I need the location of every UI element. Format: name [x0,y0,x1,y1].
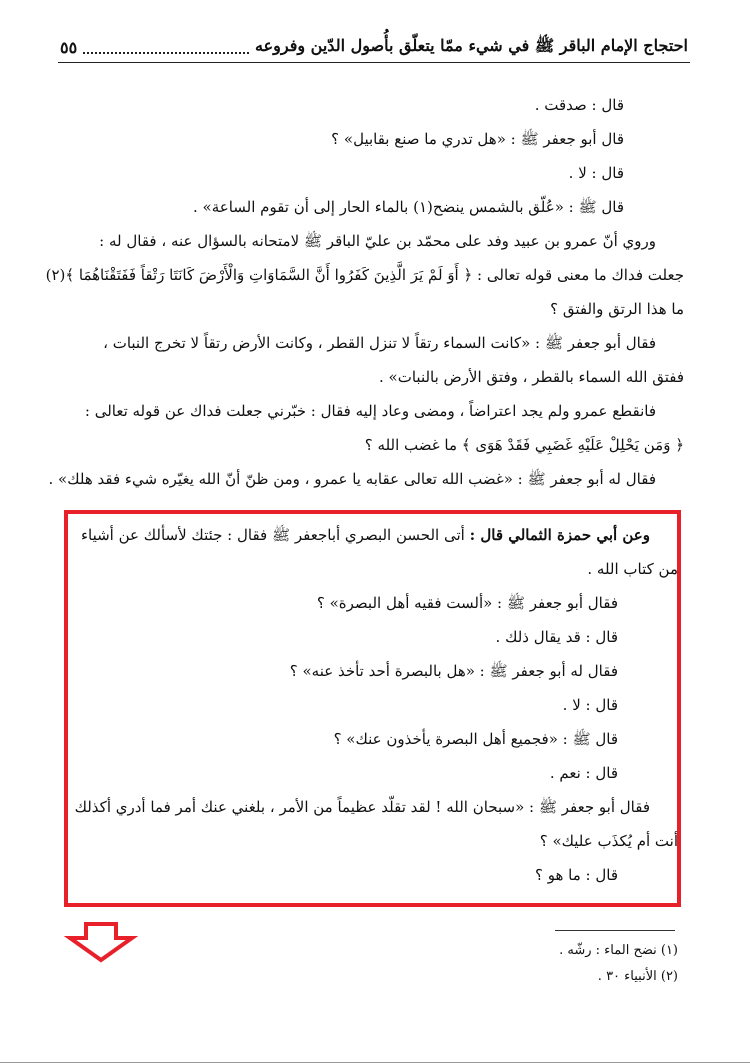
line-text: قال أبو جعفر ﷺ : «هل تدري ما صنع بقابيل» ؟ [331,130,624,148]
body-line [64,190,684,224]
line-text: فقال أبو جعفر ﷺ : «ألست فقيه أهل البصرة» ؟ [316,594,618,612]
line-text: ﴿ وَمَن يَحْلِلْ عَلَيْهِ غَضَبِي فَقَدْ هَوَى ﴾ ما غضب الله ؟ [364,436,684,454]
body-line [64,88,684,122]
boxed-line [72,790,678,824]
narrator-lead: وعن أبي حمزة الثمالي قال : [469,526,650,544]
line-text: وروي أنّ عمرو بن عبيد وفد على محمّد بن عليّ الباقر ﷺ لامتحانه بالسؤال عنه ، فقال له : [99,232,656,250]
body-line [64,428,684,462]
boxed-line [72,620,678,654]
body-text [45,88,684,496]
line-text: أتى الحسن البصري أباجعفر ﷺ فقال : جئتك لأسألك عن أشياء [80,526,470,544]
body-line [48,462,684,496]
body-line [64,326,684,360]
line-text: فقال له أبو جعفر ﷺ : «غضب الله تعالى عقابه يا عمرو ، ومن ظنّ أنّ الله يغيّره شيء فقد هلك» . [48,470,656,488]
line-text: ففتق الله السماء بالقطر ، وفتق الأرض بالنبات» . [379,368,684,386]
line-text: فقال أبو جعفر ﷺ : «كانت السماء رتقاً لا تنزل القطر ، وكانت الأرض رتقاً لا تخرج النبات ، [103,334,656,352]
body-line [64,394,684,428]
boxed-line [72,688,678,722]
page-header [60,32,688,62]
body-line [64,292,684,326]
highlighted-passage [72,518,678,892]
body-line [64,224,684,258]
line-text: فقال له أبو جعفر ﷺ : «هل بالبصرة أحد تأخذ عنه» ؟ [289,662,618,680]
line-text: ما هذا الرتق والفتق ؟ [550,300,684,318]
line-text: قال : لا . [562,696,618,714]
header-title: احتجاج الإمام الباقر ﷺ في شيء ممّا يتعلّق بأُصول الدّين وفروعه [255,35,688,55]
page-bottom-edge [0,1062,750,1063]
boxed-line [72,552,678,586]
footnote-rule [555,930,675,931]
boxed-line [72,654,678,688]
line-text: قال : لا . [568,164,624,182]
boxed-line [72,824,678,858]
line-text: فقال أبو جعفر ﷺ : «سبحان الله ! لقد تقلّد عظيماً من الأمر ، بلغني عنك أمر فما أدري أكذلك [74,798,650,816]
footnote-item: (٢) الأنبياء ٣٠ . [597,969,678,984]
footnotes [559,938,678,990]
line-text: قال : نعم . [549,764,618,782]
line-text: قال : ما هو ؟ [535,866,618,884]
boxed-line [72,586,678,620]
page-number: ٥٥ [60,37,78,57]
header-leader-dots [83,40,249,54]
line-text: قال : صدقت . [534,96,624,114]
body-line [64,122,684,156]
boxed-line [72,518,678,552]
boxed-line [72,858,678,892]
body-line [45,258,684,292]
body-line [64,156,684,190]
line-text: جعلت فداك ما معنى قوله تعالى : ﴿ أَوَ لَمْ يَرَ الَّذِينَ كَفَرُوا أَنَّ السَّمَاوَاتِ وَالْأَرْضَ كَانَتَا رَتْقاً فَفَتَقْنَاهُمَا ﴾(٢) [45,266,684,284]
header-rule [58,62,690,63]
line-text: قال : قد يقال ذلك . [495,628,618,646]
boxed-line [72,722,678,756]
down-arrow-icon [66,922,136,962]
line-text: من كتاب الله . [587,560,678,578]
line-text: قال ﷺ : «فجميع أهل البصرة يأخذون عنك» ؟ [333,730,618,748]
line-text: قال ﷺ : «عُلّق بالشمس ينضح(١) بالماء الحار إلى أن تقوم الساعة» . [193,198,624,216]
body-line [64,360,684,394]
boxed-line [72,756,678,790]
footnote-item: (١) نضح الماء : رشّه . [559,943,678,958]
line-text: أنت أم يُكذَب عليك» ؟ [539,832,678,850]
line-text: فانقطع عمرو ولم يجد اعتراضاً ، ومضى وعاد إليه فقال : خبّرني جعلت فداك عن قوله تعالى : [84,402,656,420]
